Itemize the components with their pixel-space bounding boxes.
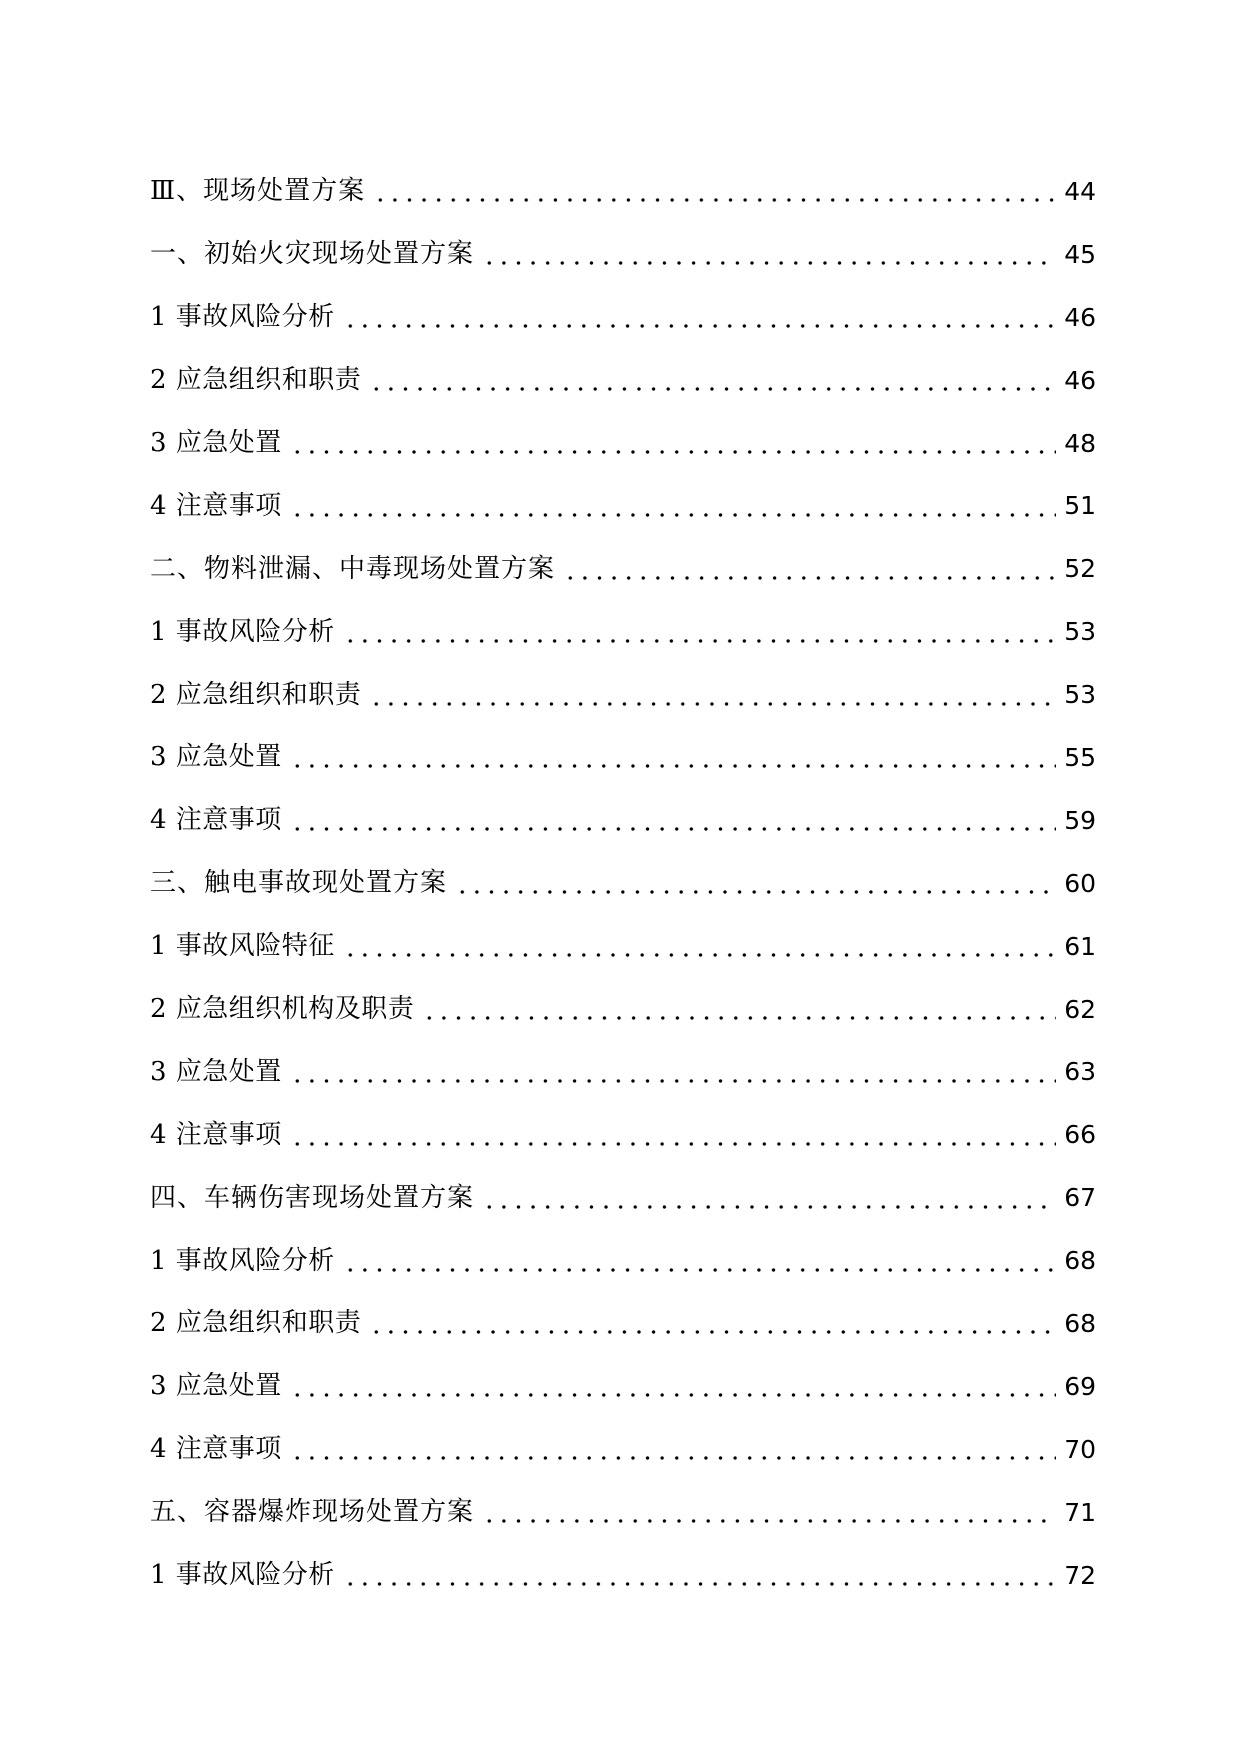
toc-entry[interactable]	[150, 349, 1096, 412]
toc-entry-title: 1 事故风险特征	[150, 931, 335, 962]
toc-entry-page: 68	[1064, 1308, 1096, 1338]
toc-entry-title: 1 事故风险分析	[150, 302, 335, 333]
toc-entry-page: 52	[1064, 554, 1096, 584]
toc-entry[interactable]	[150, 663, 1096, 726]
toc-entry-title: 3 应急处置	[150, 742, 282, 773]
toc-entry[interactable]	[150, 1418, 1096, 1481]
dot-leader	[290, 1142, 1056, 1146]
toc-entry[interactable]	[150, 1040, 1096, 1103]
toc-entry-title: 4 注意事项	[150, 1119, 282, 1150]
toc-entry-page: 70	[1064, 1434, 1096, 1464]
dot-leader	[373, 198, 1056, 202]
dot-leader	[482, 261, 1056, 265]
toc-entry-page: 62	[1064, 994, 1096, 1024]
toc-entry-page: 66	[1064, 1120, 1096, 1150]
toc-entry[interactable]	[150, 726, 1096, 789]
toc-entry-page: 68	[1064, 1246, 1096, 1276]
dot-leader	[482, 1205, 1056, 1209]
table-of-contents	[150, 160, 1096, 1606]
toc-entry-title: 3 应急处置	[150, 1371, 282, 1402]
toc-entry[interactable]	[150, 286, 1096, 349]
dot-leader	[369, 1330, 1056, 1334]
toc-entry[interactable]	[150, 978, 1096, 1041]
dot-leader	[290, 764, 1056, 768]
dot-leader	[343, 1582, 1056, 1586]
dot-leader	[290, 1079, 1056, 1083]
toc-entry-title: Ⅲ、现场处置方案	[150, 176, 366, 207]
toc-entry-title: 三、触电事故现处置方案	[150, 868, 448, 899]
toc-entry-title: 2 应急组织和职责	[150, 679, 362, 710]
dot-leader	[343, 953, 1056, 957]
dot-leader	[290, 827, 1056, 831]
toc-entry-title: 2 应急组织机构及职责	[150, 994, 415, 1025]
toc-entry-title: 2 应急组织和职责	[150, 1308, 362, 1339]
dot-leader	[563, 576, 1056, 580]
dot-leader	[343, 639, 1056, 643]
toc-entry-page: 69	[1064, 1371, 1096, 1401]
toc-entry[interactable]	[150, 1103, 1096, 1166]
dot-leader	[343, 324, 1056, 328]
dot-leader	[290, 450, 1056, 454]
toc-entry-page: 59	[1064, 805, 1096, 835]
toc-entry-page: 46	[1064, 302, 1096, 332]
toc-entry-title: 1 事故风险分析	[150, 1245, 335, 1276]
toc-entry-page: 53	[1064, 617, 1096, 647]
dot-leader	[369, 702, 1056, 706]
dot-leader	[482, 1519, 1056, 1523]
toc-entry-page: 55	[1064, 742, 1096, 772]
toc-entry[interactable]	[150, 160, 1096, 223]
toc-entry-page: 71	[1064, 1497, 1096, 1527]
toc-entry-page: 67	[1064, 1183, 1096, 1213]
toc-entry-page: 51	[1064, 491, 1096, 521]
toc-entry-page: 45	[1064, 239, 1096, 269]
toc-entry-title: 1 事故风险分析	[150, 1560, 335, 1591]
toc-entry[interactable]	[150, 1544, 1096, 1607]
toc-entry-page: 48	[1064, 428, 1096, 458]
toc-entry[interactable]	[150, 600, 1096, 663]
dot-leader	[422, 1016, 1056, 1020]
toc-entry[interactable]	[150, 223, 1096, 286]
toc-entry-page: 44	[1064, 176, 1096, 206]
toc-entry[interactable]	[150, 1292, 1096, 1355]
toc-entry-page: 72	[1064, 1560, 1096, 1590]
toc-entry[interactable]	[150, 1229, 1096, 1292]
toc-entry[interactable]	[150, 1355, 1096, 1418]
toc-entry[interactable]	[150, 1166, 1096, 1229]
toc-entry-page: 60	[1064, 868, 1096, 898]
toc-entry[interactable]	[150, 1481, 1096, 1544]
toc-entry-title: 二、物料泄漏、中毒现场处置方案	[150, 553, 556, 584]
toc-entry-page: 53	[1064, 680, 1096, 710]
toc-entry-title: 4 注意事项	[150, 805, 282, 836]
toc-entry-title: 3 应急处置	[150, 428, 282, 458]
toc-entry[interactable]	[150, 537, 1096, 600]
dot-leader	[290, 1393, 1056, 1397]
toc-entry-title: 3 应急处置	[150, 1056, 282, 1087]
toc-entry[interactable]	[150, 852, 1096, 915]
toc-entry[interactable]	[150, 412, 1096, 475]
toc-entry-page: 63	[1064, 1057, 1096, 1087]
toc-entry-title: 4 注意事项	[150, 1434, 282, 1465]
toc-entry-page: 46	[1064, 365, 1096, 395]
toc-entry[interactable]	[150, 789, 1096, 852]
dot-leader	[290, 513, 1056, 517]
toc-entry-title: 4 注意事项	[150, 490, 282, 521]
toc-entry-title: 一、初始火灾现场处置方案	[150, 239, 475, 270]
toc-entry[interactable]	[150, 474, 1096, 537]
dot-leader	[455, 890, 1056, 894]
toc-entry-page: 61	[1064, 931, 1096, 961]
toc-entry-title: 1 事故风险分析	[150, 616, 335, 647]
dot-leader	[343, 1268, 1056, 1272]
dot-leader	[290, 1456, 1056, 1460]
toc-entry-title: 2 应急组织和职责	[150, 365, 362, 396]
toc-entry-title: 五、容器爆炸现场处置方案	[150, 1497, 475, 1528]
dot-leader	[369, 387, 1056, 391]
toc-entry[interactable]	[150, 915, 1096, 978]
toc-entry-title: 四、车辆伤害现场处置方案	[150, 1182, 475, 1213]
